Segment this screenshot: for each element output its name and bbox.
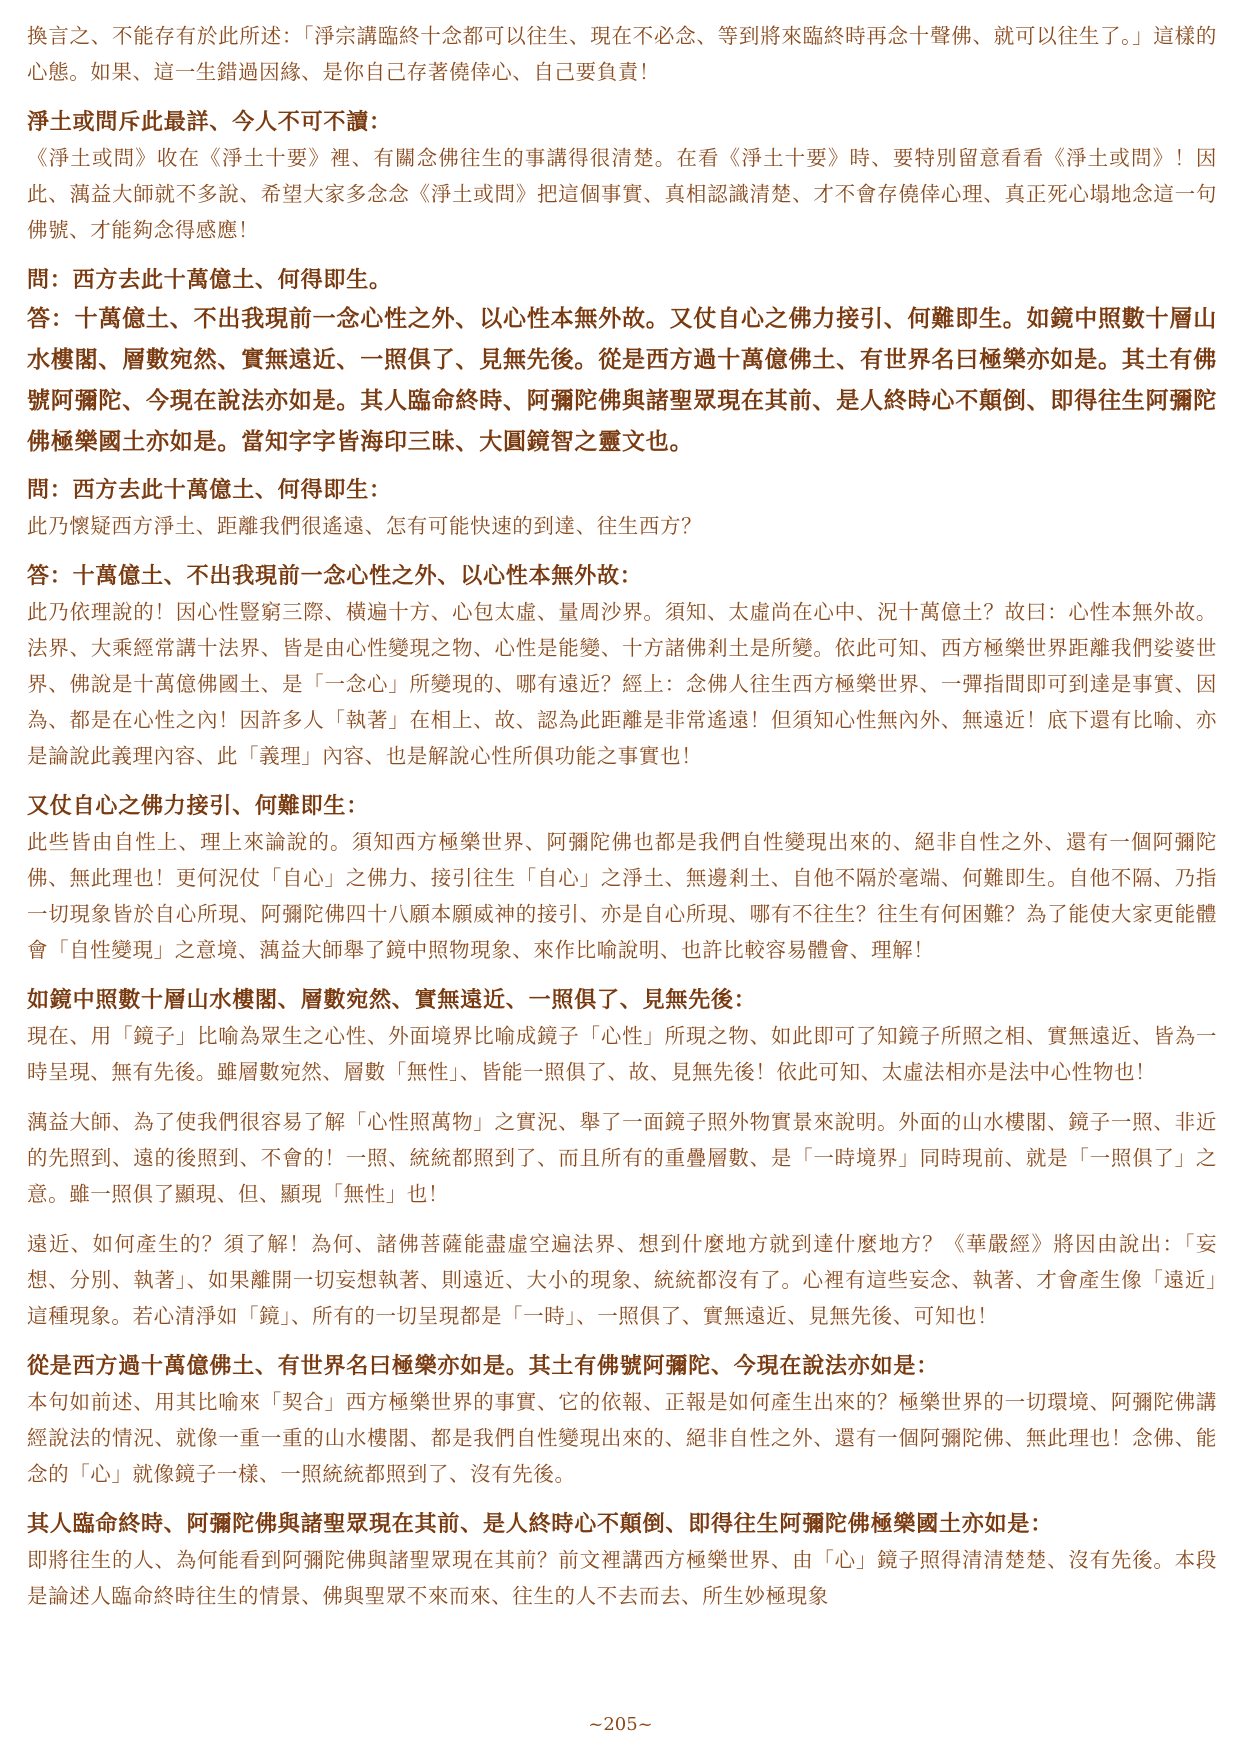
- section-heading: 問：西方去此十萬億土、何得即生：: [27, 477, 392, 503]
- section-paragraph: 本句如前述、用其比喻來「契合」西方極樂世界的事實、它的依報、正報是如何產生出來的？極樂世界的一切環境、阿彌陀佛講經說法的情況、就像一重一重的山水樓閣、都是我們自性變現出來的、絕非自性之外、還有一個阿彌陀佛、無此理也！念佛、能念的「心」就像鏡子一樣、一照統統都照到了、沒有先後。: [27, 1390, 1217, 1486]
- page-body: [27, 18, 1217, 1614]
- section-paragraph: 現在、用「鏡子」比喻為眾生之心性、外面境界比喻成鏡子「心性」所現之物、如此即可了知鏡子所照之相、實無遠近、皆為一時呈現、無有先後。雖層數宛然、層數「無性」、皆能一照俱了、故、見無先後！依此可知、太虛法相亦是法中心性物也！: [27, 1024, 1217, 1084]
- section-paragraph: 蕅益大師、為了使我們很容易了解「心性照萬物」之實況、舉了一面鏡子照外物實景來說明。外面的山水樓閣、鏡子一照、非近的先照到、遠的後照到、不會的！一照、統統都照到了、而且所有的重疊層數、是「一時境界」同時現前、就是「一照俱了」之意。雖一照俱了顯現、但、顯現「無性」也！: [27, 1110, 1217, 1206]
- section-paragraph: 此乃懷疑西方淨土、距離我們很遙遠、怎有可能快速的到達、往生西方？: [27, 514, 703, 538]
- section-paragraph: 此些皆由自性上、理上來論說的。須知西方極樂世界、阿彌陀佛也都是我們自性變現出來的、絕非自性之外、還有一個阿彌陀佛、無此理也！更何況仗「自心」之佛力、接引往生「自心」之淨土、無邊剎土、自他不隔於毫端、何難即生。自他不隔、乃指一切現象皆於自心所現、阿彌陀佛四十八願本願威神的接引、亦是自心所現、哪有不往生？往生有何困難？為了能使大家更能體會「自性變現」之意境、蕅益大師舉了鏡中照物現象、來作比喻說明、也許比較容易體會、理解！: [27, 830, 1217, 962]
- section-heading: 又仗自心之佛力接引、何難即生：: [27, 793, 370, 819]
- section-heading: 從是西方過十萬億佛土、有世界名曰極樂亦如是。其土有佛號阿彌陀、今現在說法亦如是：: [27, 1353, 940, 1379]
- section-paragraph: 即將往生的人、為何能看到阿彌陀佛與諸聖眾現在其前？前文裡講西方極樂世界、由「心」鏡子照得清清楚楚、沒有先後。本段是論述人臨命終時往生的情景、佛與聖眾不來而來、往生的人不去而去、所生妙極現象: [27, 1548, 1217, 1608]
- section-heading: 如鏡中照數十層山水樓閣、層數宛然、實無遠近、一照俱了、見無先後：: [27, 987, 757, 1013]
- answer-paragraph: 答：十萬億土、不出我現前一念心性之外、以心性本無外故。又仗自心之佛力接引、何難即生。如鏡中照數十層山水樓閣、層數宛然、實無遠近、一照俱了、見無先後。從是西方過十萬億佛土、有世界名曰極樂亦如是。其土有佛號阿彌陀、今現在說法亦如是。其人臨命終時、阿彌陀佛與諸聖眾現在其前、是人終時心不顛倒、即得往生阿彌陀佛極樂國土亦如是。當知字字皆海印三昧、大圓鏡智之靈文也。: [27, 305, 1217, 455]
- page-number: ~205~: [588, 1714, 653, 1735]
- section-paragraph: 遠近、如何產生的？須了解！為何、諸佛菩薩能盡虛空遍法界、想到什麼地方就到達什麼地方？《華嚴經》將因由說出：「妄想、分別、執著」、如果離開一切妄想執著、則遠近、大小的現象、統統都沒有了。心裡有這些妄念、執著、才會產生像「遠近」這種現象。若心清淨如「鏡」、所有的一切呈現都是「一時」、一照俱了、實無遠近、見無先後、可知也！: [27, 1232, 1217, 1328]
- section-paragraph: 《淨土或問》收在《淨土十要》裡、有關念佛往生的事講得很清楚。在看《淨土十要》時、要特別留意看看《淨土或問》！因此、蕅益大師就不多說、希望大家多念念《淨土或問》把這個事實、真相認識清楚、才不會存僥倖心理、真正死心塌地念這一句佛號、才能夠念得感應！: [27, 146, 1217, 242]
- section-heading: 答：十萬億土、不出我現前一念心性之外、以心性本無外故：: [27, 563, 643, 589]
- section-heading: 淨土或問斥此最詳、今人不可不讀：: [27, 109, 392, 135]
- section-paragraph: 此乃依理說的！因心性豎窮三際、橫遍十方、心包太虛、量周沙界。須知、太虛尚在心中、況十萬億土？故曰：心性本無外故。法界、大乘經常講十法界、皆是由心性變現之物、心性是能變、十方諸佛剎土是所變。依此可知、西方極樂世界距離我們娑婆世界、佛說是十萬億佛國土、是「一念心」所變現的、哪有遠近？經上：念佛人往生西方極樂世界、一彈指間即可到達是事實、因為、都是在心性之內！因許多人「執著」在相上、故、認為此距離是非常遙遠！但須知心性無內外、無遠近！底下還有比喻、亦是論說此義理內容、此「義理」內容、也是解說心性所俱功能之事實也！: [27, 600, 1217, 768]
- question-heading: 問：西方去此十萬億土、何得即生。: [27, 267, 392, 293]
- section-heading: 其人臨命終時、阿彌陀佛與諸聖眾現在其前、是人終時心不顛倒、即得往生阿彌陀佛極樂國土亦如是：: [27, 1511, 1054, 1537]
- intro-paragraph: 換言之、不能存有於此所述：「淨宗講臨終十念都可以往生、現在不必念、等到將來臨終時再念十聲佛、就可以往生了。」這樣的心態。如果、這一生錯過因緣、是你自己存著僥倖心、自己要負責！: [27, 24, 1217, 84]
